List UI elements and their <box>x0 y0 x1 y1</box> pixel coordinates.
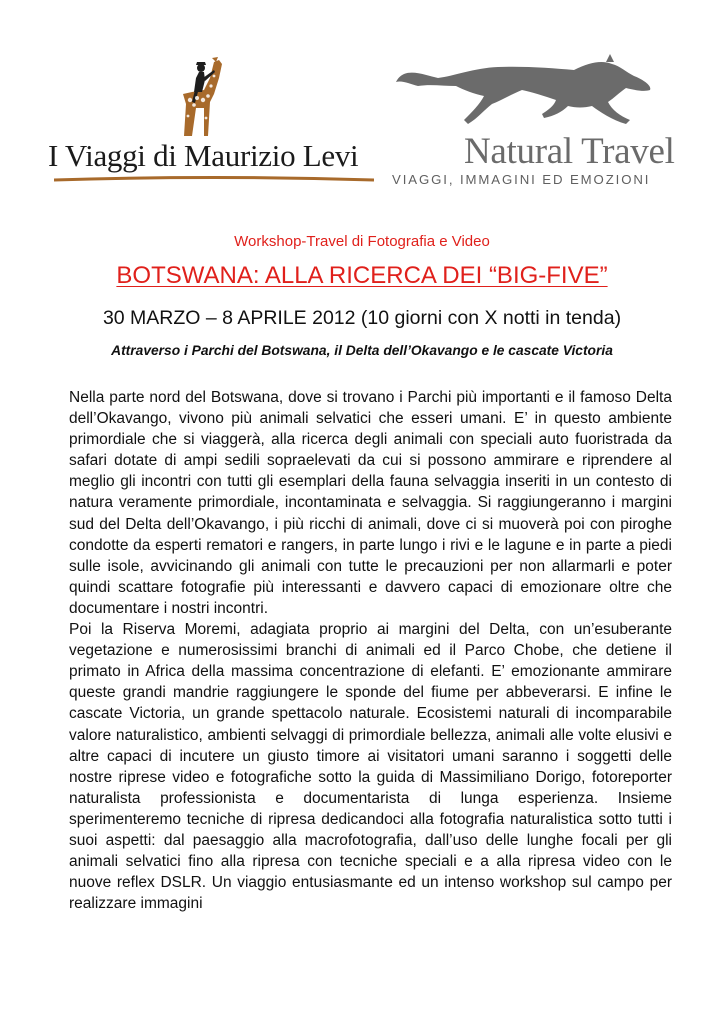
levi-logo-name: I Viaggi di Maurizio Levi <box>48 138 359 173</box>
levi-logo-underline <box>54 174 374 184</box>
trip-route: Attraverso i Parchi del Botswana, il Delta dell’Okavango e le cascate Victoria <box>111 343 613 358</box>
natural-travel-tagline: VIAGGI, IMMAGINI ED EMOZIONI <box>392 172 651 187</box>
running-wolf-icon <box>394 54 654 134</box>
body-text <box>69 387 672 914</box>
document-title: BOTSWANA: ALLA RICERCA DEI “BIG-FIVE” <box>116 262 608 289</box>
trip-dates: 30 MARZO – 8 APRILE 2012 (10 giorni con X notti in tenda) <box>102 307 622 329</box>
document-subtitle: Workshop-Travel di Fotografia e Video <box>234 233 490 250</box>
levi-logo <box>48 56 378 188</box>
natural-travel-name: Natural Travel <box>464 131 675 172</box>
natural-travel-logo <box>388 54 675 190</box>
body-paragraph: Nella parte nord del Botswana, dove si trovano i Parchi più importanti e il famoso Delta dell’Okavango, vivono più animali selvatici che esseri umani. E’ in questo ambiente primordiale che si viaggerà, alla ricerca degli animali con speciali auto fuoristrada da safari dotate di ampi sedili sopraelevati da cui si possono ammirare e riprendere al meglio gli incontri con tutti gli esemplari della fauna selvaggia inseriti in un contesto di natura veramente primordiale, incontaminata e selvaggia. Si raggiungeranno i margini sud del Delta dell’Okavango, i più ricchi di animali, dove ci si muoverà poi con piroghe condotte da esperti rematori e rangers, in parte lungo i rivi e le lagune e in parte a piedi sulle isole, avvicinando gli animali con tutte le precauzioni per non allarmarli e poter quindi scattare fotografie più interessanti e davvero capaci di emozionare oltre che documentare i nostri incontri. <box>69 389 672 617</box>
logos-header <box>0 0 724 200</box>
body-paragraph: Poi la Riserva Moremi, adagiata proprio ai margini del Delta, con un’esuberante vegetazione e numerosissimi branchi di animali ed il Parco Chobe, che detiene il primato in Africa della massima concentrazione di elefanti. E’ emozionante ammirare queste grandi mandrie raggiungere le sponde del fiume per abbeverarsi. E infine le cascate Victoria, un grande spettacolo naturale. Ecosistemi naturali di incomparabile valore naturalistico, ambienti selvaggi di primordiale bellezza, animali alle volte elusivi e altre capaci di incutere un giusto timore ai visitatori umani saranno i soggetti delle nostre riprese video e fotografiche sotto la guida di Massimiliano Dorigo, fotoreporter naturalista professionista e documentarista di lunga esperienza. Insieme sperimenteremo tecniche di ripresa dedicandoci alla fotografia naturalistica sotto tutti i suoi aspetti: dal paesaggio alla macrofotografia, dall’uso delle lunghe focali per gli animali selvatici fino alla ripresa con tecniche speciali e a alla ripresa video con le nuove reflex DSLR. Un viaggio entusiasmante ed un intenso workshop sul campo per realizzare immagini <box>69 621 672 913</box>
rider-on-giraffe-icon <box>170 56 230 138</box>
